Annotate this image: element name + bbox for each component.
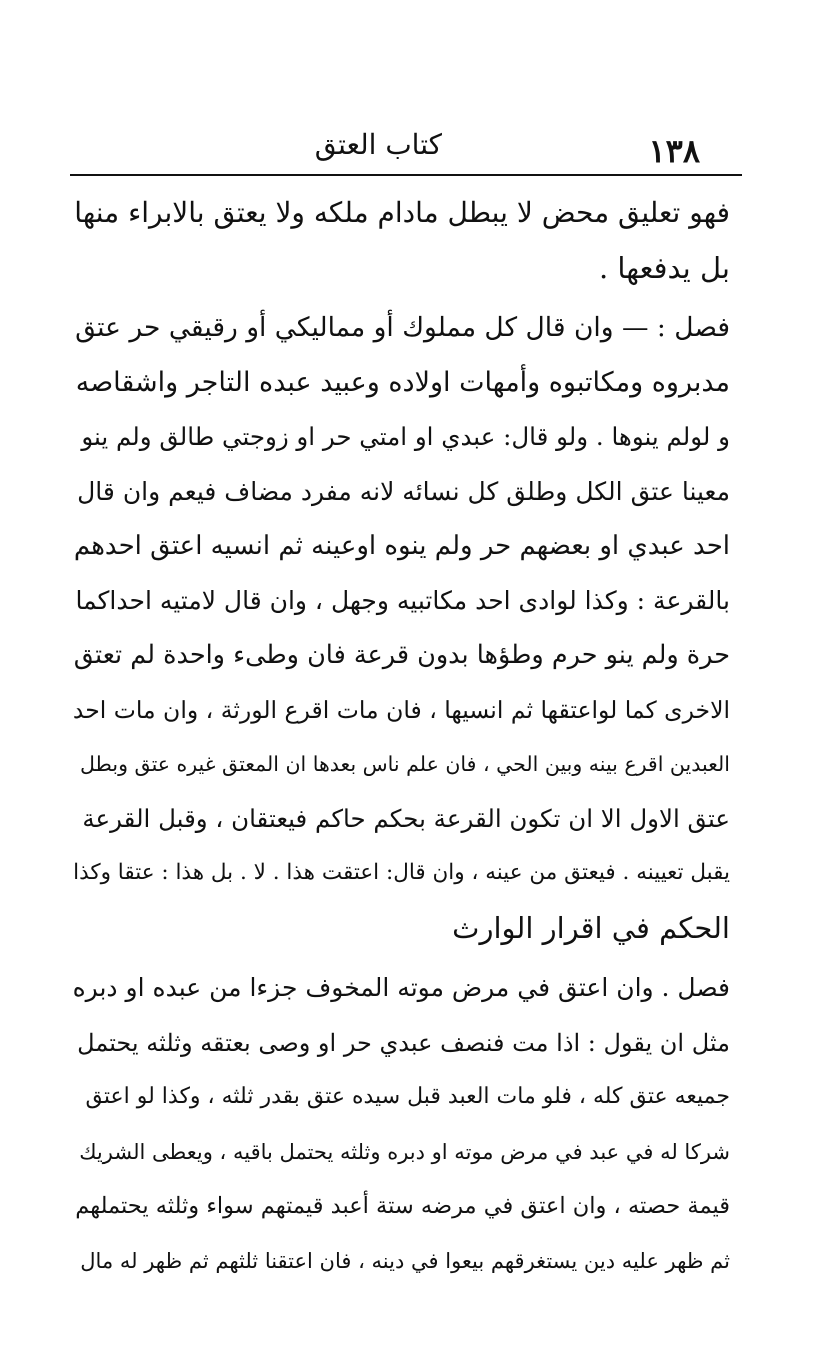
text-line: الاخرى كما لواعتقها ثم انسيها ، فان مات اقرع الورثة ، وان مات احد [72, 695, 730, 724]
text-line: عتق الاول الا ان تكون القرعة بحكم حاكم فيعتقان ، وقبل القرعة [82, 803, 730, 833]
text-line: حرة ولم ينو حرم وطؤها بدون قرعة فان وطىء واحدة لم تعتق [73, 640, 730, 670]
page-header [72, 128, 742, 172]
text-line: جميعه عتق كله ، فلو مات العبد قبل سيده عتق بقدر ثلثه ، وكذا لو اعتق [85, 1084, 730, 1109]
text-line: بل يدفعها . [598, 250, 730, 285]
text-line: فصل . وان اعتق في مرض موته المخوف جزءا من عبده او دبره [72, 973, 730, 1002]
text-line: العبدين اقرع بينه وبين الحي ، فان علم ناس بعدها ان المعتق غيره عتق وبطل [80, 752, 730, 776]
text-line: بالقرعة : وكذا لوادى احد مكاتبيه وجهل ، وان قال لامتيه احداكما [75, 585, 730, 615]
text-line: ثم ظهر عليه دين يستغرقهم بيعوا في دينه ، فان اعتقنا ثلثهم ثم ظهر له مال [80, 1248, 730, 1273]
running-title: كتاب العتق [314, 128, 442, 161]
text-line: شركا له في عبد في مرض موته او دبره وثلثه يحتمل باقيه ، ويعطى الشريك [79, 1139, 730, 1164]
text-line: يقبل تعيينه . فيعتق من عينه ، وان قال: اعتقت هذا . لا . بل هذا : عتقا وكذا [73, 860, 730, 885]
text-line: و لولم ينوها . ولو قال: عبدي او امتي حر او زوجتي طالق ولم ينو [81, 422, 730, 451]
text-line: مثل ان يقول : اذا مت فنصف عبدي حر او وصى بعتقه وثلثه يحتمل [77, 1028, 730, 1057]
text-line: فصل : — وان قال كل مملوك أو مماليكي أو رقيقي حر عتق [75, 312, 730, 343]
page-number: ١٣٨ [648, 132, 700, 170]
text-line: فهو تعليق محض لا يبطل مادام ملكه ولا يعتق بالابراء منها [74, 196, 730, 229]
paragraph [72, 186, 730, 295]
text-line: معينا عتق الكل وطلق كل نسائه لانه مفرد مضاف فيعم وان قال [77, 476, 730, 506]
paragraph [72, 961, 730, 1288]
body-text [72, 186, 730, 1288]
text-line: مدبروه ومكاتبوه وأمهات اولاده وعبيد عبده التاجر واشقاصه [75, 366, 730, 398]
text-line: احد عبدي او بعضهم حر ولم ينوه اوعينه ثم انسيه اعتق احدهم [73, 531, 730, 561]
paragraph [72, 301, 730, 955]
text-line: قيمة حصته ، وان اعتق في مرضه ستة أعبد قيمتهم سواء وثلثه يحتملهم [75, 1193, 730, 1219]
header-rule [70, 174, 742, 176]
text-line: الحكم في اقرار الوارث [452, 910, 730, 945]
